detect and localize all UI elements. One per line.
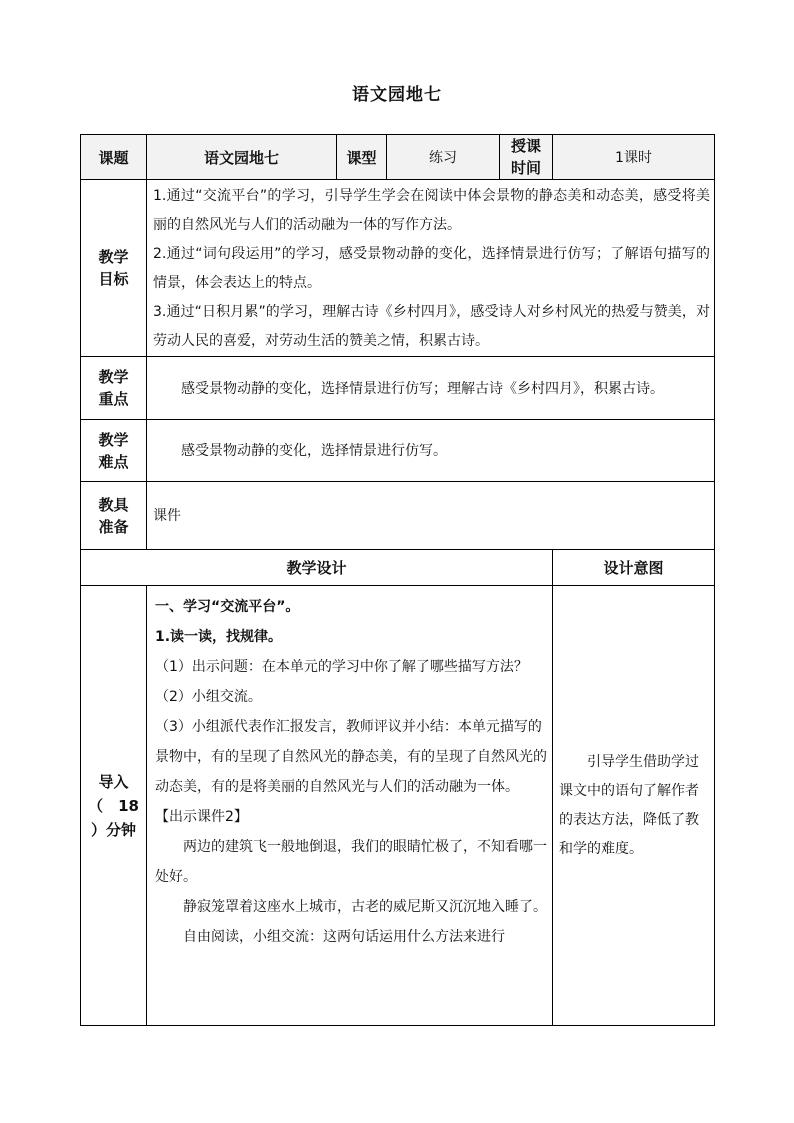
key-points-row	[81, 357, 715, 420]
intro-row	[81, 586, 715, 1026]
difficulties-row	[81, 420, 715, 482]
intro-label: 导入 （ 18 ）分钟	[81, 586, 147, 1026]
intro-quote: 静寂笼罩着这座水上城市，古老的威尼斯又沉沉地入睡了。	[183, 899, 547, 915]
objective-item: 2.通过“词句段运用”的学习，感受景物动静的变化，选择情景进行仿写；了解语句描写的情景，体会表达上的特点。	[153, 246, 711, 291]
time-label: 授课 时间	[500, 135, 553, 180]
intro-quote: 自由阅读，小组交流：这两句话运用什么方法来进行	[183, 929, 505, 945]
lesson-plan-table	[80, 134, 715, 1026]
type-label: 课型	[337, 135, 387, 180]
type-value: 练习	[387, 135, 500, 180]
materials-row	[81, 482, 715, 550]
time-value: 1课时	[553, 135, 715, 180]
objective-item: 1.通过“交流平台”的学习，引导学生学会在阅读中体会景物的静态美和动态美，感受将美丽的自然风光与人们的活动融为一体的写作方法。	[153, 188, 711, 233]
page-title: 语文园地七	[352, 85, 442, 105]
objective-item: 3.通过“日积月累”的学习，理解古诗《乡村四月》，感受诗人对乡村风光的热爱与赞美，对劳动人民的喜爱，对劳动生活的赞美之情，积累古诗。	[153, 304, 711, 349]
intro-heading: 一、学习“交流平台”。	[155, 599, 300, 615]
difficulties-content: 感受景物动静的变化，选择情景进行仿写。	[147, 420, 715, 482]
materials-label: 教具 准备	[81, 482, 147, 550]
objectives-content	[147, 180, 715, 357]
design-header-left: 教学设计	[81, 550, 553, 586]
intro-line: （1）出示问题：在本单元的学习中你了解了哪些描写方法？	[155, 659, 528, 675]
design-header-right: 设计意图	[553, 550, 715, 586]
intro-subheading: 1.读一读，找规律。	[155, 629, 283, 645]
topic-label: 课题	[81, 135, 147, 180]
intro-line: （2）小组交流。	[155, 689, 262, 705]
objectives-row	[81, 180, 715, 357]
intro-line: 【出示课件2】	[155, 809, 248, 825]
materials-content: 课件	[147, 482, 715, 550]
topic-value: 语文园地七	[147, 135, 337, 180]
header-row	[81, 135, 715, 180]
objectives-label: 教学 目标	[81, 180, 147, 357]
intro-quote: 两边的建筑飞一般地倒退，我们的眼睛忙极了，不知看哪一处好。	[155, 839, 547, 885]
intro-content	[147, 586, 553, 1026]
difficulties-label: 教学 难点	[81, 420, 147, 482]
intro-intent: 引导学生借助学过课文中的语句了解作者的表达方法，降低了教和学的难度。	[553, 586, 715, 1026]
key-points-label: 教学 重点	[81, 357, 147, 420]
key-points-content: 感受景物动静的变化，选择情景进行仿写；理解古诗《乡村四月》，积累古诗。	[147, 357, 715, 420]
intro-line: （3）小组派代表作汇报发言，教师评议并小结：本单元描写的景物中，有的呈现了自然风光的静态美，有的呈现了自然风光的动态美，有的是将美丽的自然风光与人们的活动融为一体。	[155, 719, 547, 795]
design-header-row	[81, 550, 715, 586]
